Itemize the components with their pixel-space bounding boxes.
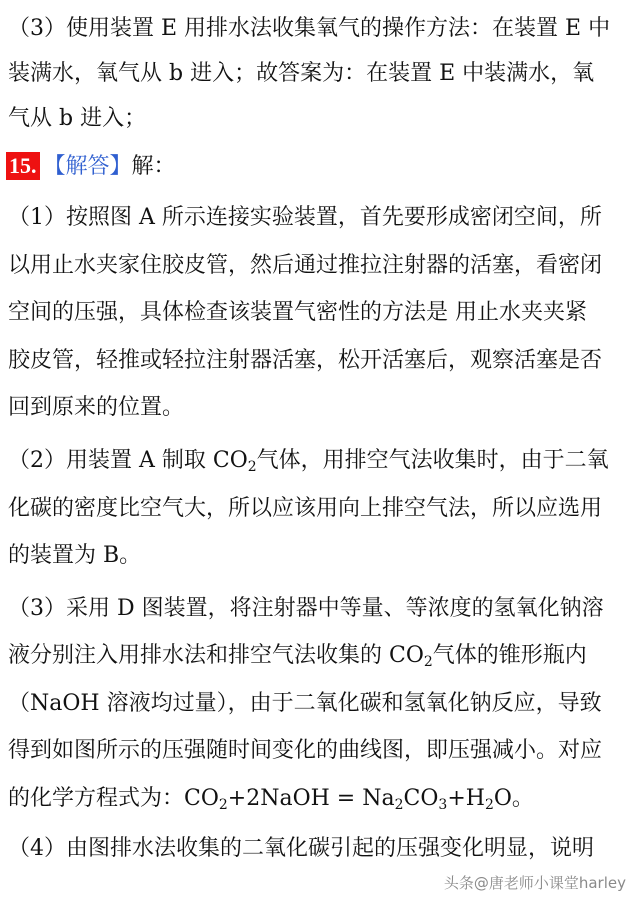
text-line-10	[8, 446, 640, 476]
text-line-7	[8, 298, 628, 328]
subscript: 2	[394, 797, 404, 813]
answer-label: 【解答】	[43, 154, 132, 179]
subscript: 2	[247, 459, 257, 475]
line-text: 装满水，氧气从 b 进入；故答案为：在装置 E 中装满水，氧	[8, 61, 595, 86]
text-line-15	[8, 689, 628, 719]
text-line-8	[8, 346, 628, 376]
subscript: 2	[218, 797, 228, 813]
watermark	[444, 872, 626, 893]
text-line-18	[8, 834, 628, 864]
equation-part: O。	[493, 786, 534, 811]
text-line-3	[8, 104, 640, 134]
text-line-1	[8, 14, 628, 44]
subscript: 3	[438, 797, 448, 813]
text-line-13	[8, 594, 628, 624]
text-line-17	[8, 784, 640, 814]
line-text: 回到原来的位置。	[8, 395, 185, 420]
answer-header	[6, 152, 640, 182]
line-text: 得到如图所示的压强随时间变化的曲线图，即压强减小。对应	[8, 738, 603, 763]
subscript: 2	[484, 797, 494, 813]
text-line-12	[8, 541, 640, 571]
line-text: 以用止水夹家住胶皮管，然后通过推拉注射器的活塞，看密闭	[8, 253, 603, 278]
line-text: 化碳的密度比空气大，所以应该用向上排空气法，所以应选用	[8, 496, 603, 521]
line-text: 空间的压强，具体检查该装置气密性的方法是 用止水夹夹紧	[8, 300, 587, 325]
answer-intro: 解：	[131, 154, 176, 179]
text-line-11	[8, 494, 628, 524]
line-text: （4）由图排水法收集的二氧化碳引起的压强变化明显，说明	[8, 836, 594, 861]
text-line-16	[8, 736, 628, 766]
watermark-text: 头条@唐老师小课堂harley	[443, 874, 626, 892]
equation-part: +H	[447, 786, 485, 811]
text-line-6	[8, 251, 628, 281]
line-text: 气从 b 进入；	[8, 106, 147, 131]
text-line-2	[8, 59, 628, 89]
subscript: 2	[423, 654, 433, 670]
line-text: （NaOH 溶液均过量），由于二氧化碳和氢氧化钠反应，导致	[8, 691, 602, 716]
line-text: 的化学方程式为：CO	[8, 786, 219, 811]
equation-part: +2NaOH = Na	[227, 786, 395, 811]
line-text: 胶皮管，轻推或轻拉注射器活塞，松开活塞后，观察活塞是否	[8, 348, 603, 373]
text-line-9	[8, 393, 640, 423]
line-text-tail: 气体，用排空气法收集时，由于二氧	[256, 448, 609, 473]
line-text: 的装置为 B。	[8, 543, 142, 568]
line-text: （2）用装置 A 制取 CO	[8, 448, 248, 473]
question-number-badge: 15.	[6, 152, 40, 180]
line-text: （3）使用装置 E 用排水法收集氧气的操作方法：在装置 E 中	[8, 16, 611, 41]
line-text: 液分别注入用排水法和排空气法收集的 CO	[8, 643, 424, 668]
text-line-14	[8, 641, 640, 671]
equation-part: CO	[403, 786, 439, 811]
line-text: （1）按照图 A 所示连接实验装置，首先要形成密闭空间，所	[8, 205, 602, 230]
line-text: （3）采用 D 图装置，将注射器中等量、等浓度的氢氧化钠溶	[8, 596, 604, 621]
text-line-5	[8, 203, 628, 233]
line-text-tail: 气体的锥形瓶内	[432, 643, 587, 668]
